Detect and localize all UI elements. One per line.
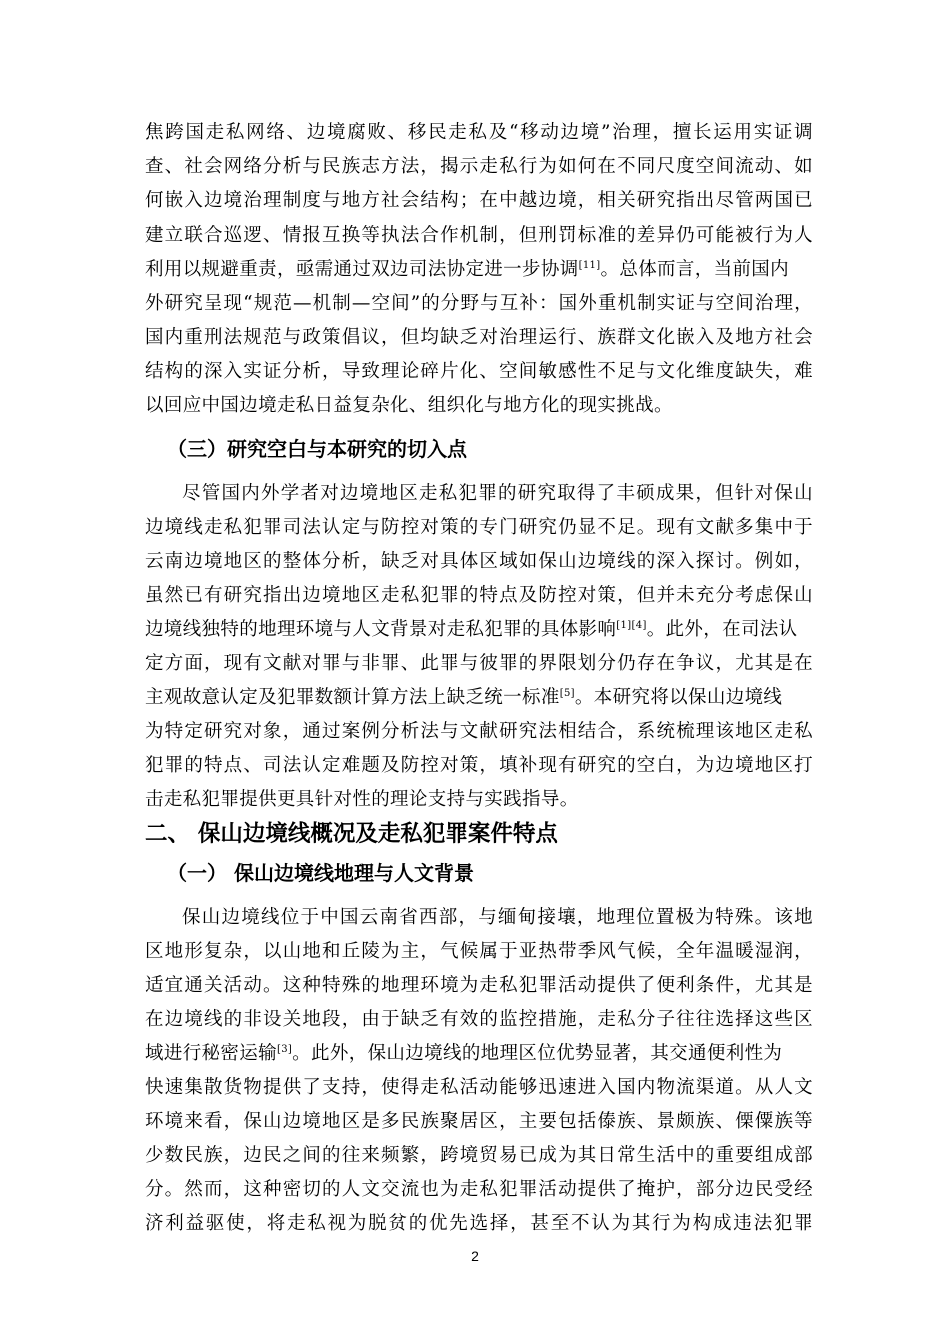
text-line: 犯罪的特点、司法认定难题及防控对策，填补现有研究的空白，为边境地区打	[145, 755, 813, 776]
text-line	[145, 1044, 782, 1064]
text-line: 边境线走私犯罪司法认定与防控对策的专门研究仍显不足。现有文献多集中于	[145, 517, 813, 538]
text-line: 在边境线的非设关地段，由于缺乏有效的监控措施，走私分子往往选择这些区	[145, 1009, 813, 1030]
text-line: 结构的深入实证分析，导致理论碎片化、空间敏感性不足与文化维度缺失，难	[145, 361, 813, 382]
text-line: 何嵌入边境治理制度与地方社会结构；在中越边境，相关研究指出尽管两国已	[145, 190, 813, 211]
text-span: 主观故意认定及犯罪数额计算方法上缺乏统一标准	[145, 687, 560, 708]
text-line: 国内重刑法规范与政策倡议，但均缺乏对治理运行、族群文化嵌入及地方社会	[145, 327, 813, 348]
citation: [3]	[276, 1044, 293, 1055]
citation: [1][4]	[616, 620, 647, 631]
text-line: 焦跨国走私网络、边境腐败、移民走私及“移动边境”治理，擅长运用实证调	[145, 122, 813, 143]
chapter-heading: 二、 保山边境线概况及走私犯罪案件特点	[145, 821, 558, 847]
text-line: 区地形复杂，以山地和丘陵为主，气候属于亚热带季风气候，全年温暖湿润，	[145, 941, 813, 962]
text-line	[145, 688, 782, 708]
text-line: 少数民族，边民之间的往来频繁，跨境贸易已成为其日常生活中的重要组成部	[145, 1145, 813, 1166]
section-heading: （三）研究空白与本研究的切入点	[167, 437, 467, 461]
text-line: 为特定研究对象，通过案例分析法与文献研究法相结合，系统梳理该地区走私	[145, 721, 813, 742]
text-span: 。总体而言，当前国内	[600, 259, 790, 280]
citation: [5]	[559, 688, 575, 699]
text-line: 查、社会网络分析与民族志方法，揭示走私行为如何在不同尺度空间流动、如	[145, 156, 813, 177]
citation: [11]	[578, 260, 601, 271]
text-span: 域进行秘密运输	[145, 1043, 277, 1064]
text-line: 保山边境线位于中国云南省西部，与缅甸接壤，地理位置极为特殊。该地	[182, 907, 813, 928]
text-line: 分。然而，这种密切的人文交流也为走私犯罪活动提供了掩护，部分边民受经	[145, 1179, 813, 1200]
text-line	[145, 620, 798, 640]
text-line: 适宜通关活动。这种特殊的地理环境为走私犯罪活动提供了便利条件，尤其是	[145, 975, 813, 996]
text-line: 以回应中国边境走私日益复杂化、组织化与地方化的现实挑战。	[145, 395, 673, 416]
text-span: 。此外，保山边境线的地理区位优势显著，其交通便利性为	[292, 1043, 783, 1064]
text-span: 利用以规避重责，亟需通过双边司法协定进一步协调	[145, 259, 579, 280]
section-heading: （一） 保山边境线地理与人文背景	[167, 861, 474, 885]
text-line: 济利益驱使，将走私视为脱贫的优先选择，甚至不认为其行为构成违法犯罪	[145, 1213, 813, 1234]
text-line	[145, 260, 789, 280]
text-span: 。此外，在司法认	[646, 619, 798, 640]
text-line: 建立联合巡逻、情报互换等执法合作机制，但刑罚标准的差异仍可能被行为人	[145, 225, 813, 246]
text-line: 云南边境地区的整体分析，缺乏对具体区域如保山边境线的深入探讨。例如，	[145, 551, 813, 572]
text-line: 定方面，现有文献对罪与非罪、此罪与彼罪的界限划分仍存在争议，尤其是在	[145, 653, 813, 674]
text-line: 外研究呈现“规范—机制—空间”的分野与互补：国外重机制实证与空间治理，	[145, 293, 813, 314]
text-line: 快速集散货物提供了支持，使得走私活动能够迅速进入国内物流渠道。从人文	[145, 1077, 813, 1098]
text-span: 。本研究将以保山边境线	[574, 687, 783, 708]
text-line: 环境来看，保山边境地区是多民族聚居区，主要包括傣族、景颇族、傈僳族等	[145, 1111, 813, 1132]
text-line: 尽管国内外学者对边境地区走私犯罪的研究取得了丰硕成果，但针对保山	[182, 483, 813, 504]
text-line: 击走私犯罪提供更具针对性的理论支持与实践指导。	[145, 789, 579, 810]
page-number: 2	[471, 1248, 479, 1264]
text-line: 虽然已有研究指出边境地区走私犯罪的特点及防控对策，但并未充分考虑保山	[145, 585, 813, 606]
text-span: 边境线独特的地理环境与人文背景对走私犯罪的具体影响	[145, 619, 617, 640]
